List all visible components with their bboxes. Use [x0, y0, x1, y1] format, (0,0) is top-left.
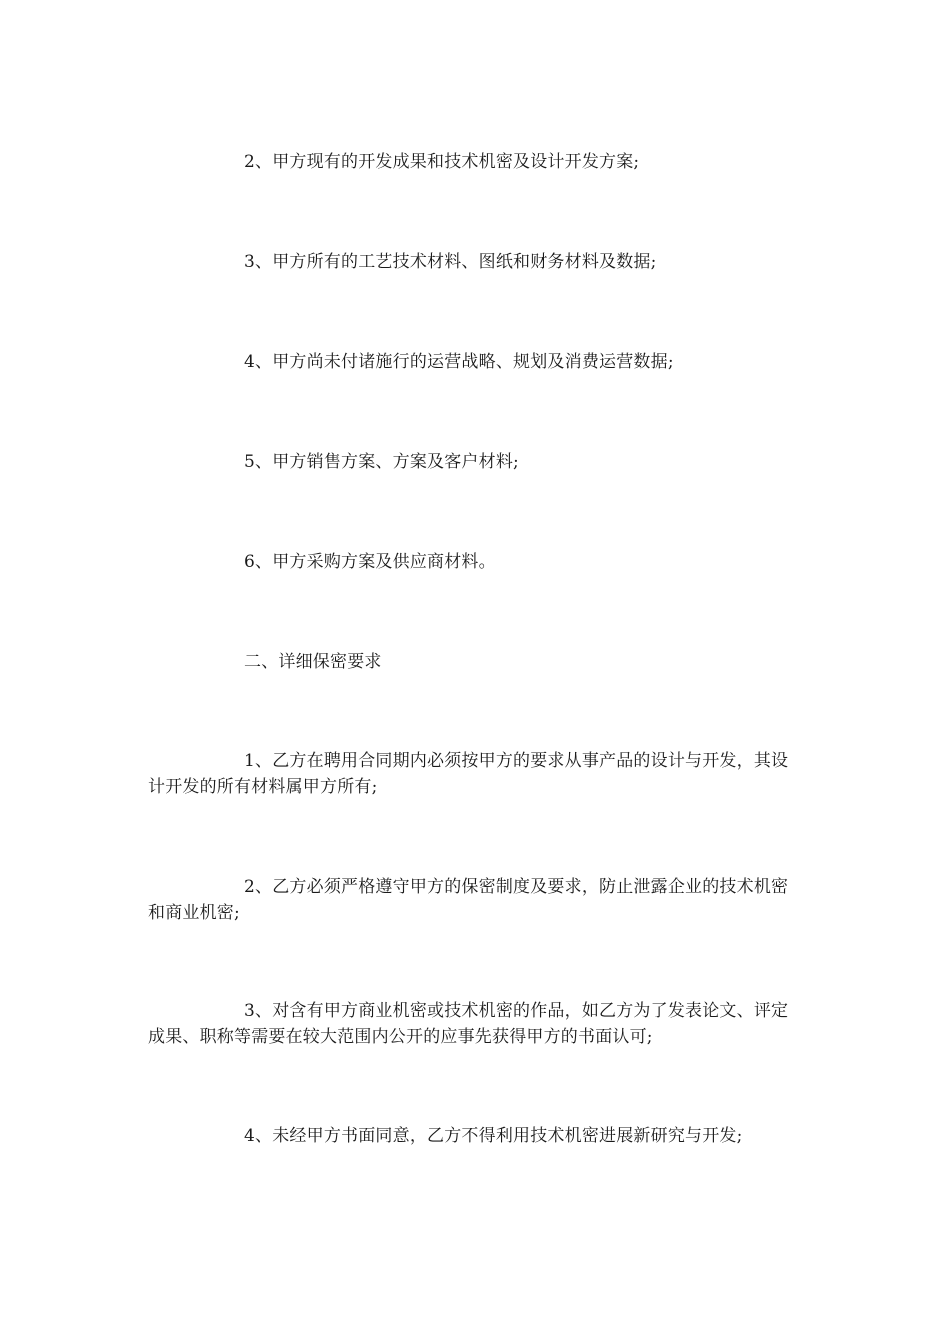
requirement-3: 3、对含有甲方商业机密或技术机密的作品，如乙方为了发表论文、评定成果、职称等需要在较大范围内公开的应事先获得甲方的书面认可; [148, 1001, 789, 1047]
list-item-3: 3、甲方所有的工艺技术材料、图纸和财务材料及数据; [244, 252, 657, 272]
list-item-4: 4、甲方尚未付诸施行的运营战略、规划及消费运营数据; [244, 352, 674, 372]
list-item-2: 2、甲方现有的开发成果和技术机密及设计开发方案; [244, 152, 640, 172]
list-item-6: 6、甲方采购方案及供应商材料。 [244, 552, 496, 572]
requirement-4: 4、未经甲方书面同意，乙方不得利用技术机密进展新研究与开发; [244, 1126, 743, 1146]
requirement-1: 1、乙方在聘用合同期内必须按甲方的要求从事产品的设计与开发，其设计开发的所有材料属甲方所有; [148, 751, 789, 797]
section-heading: 二、详细保密要求 [244, 652, 382, 672]
list-item-5: 5、甲方销售方案、方案及客户材料; [244, 452, 519, 472]
requirement-2: 2、乙方必须严格遵守甲方的保密制度及要求，防止泄露企业的技术机密和商业机密; [148, 877, 789, 923]
